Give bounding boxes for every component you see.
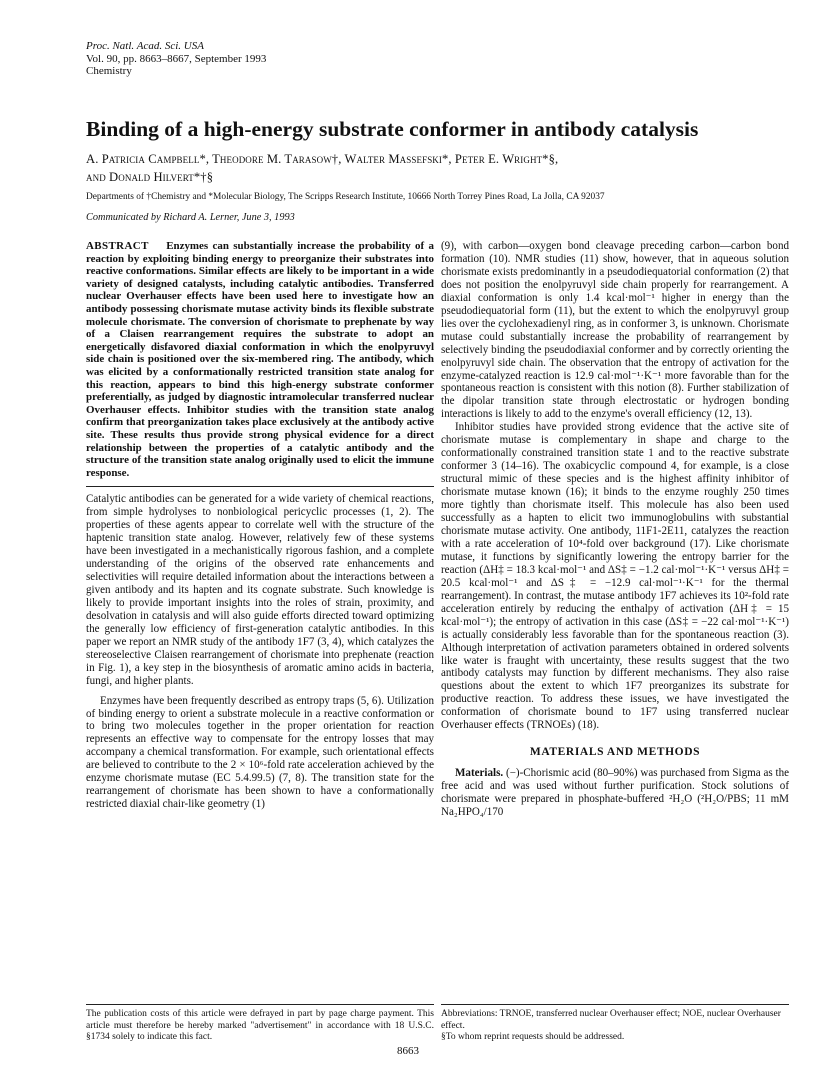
affiliation: Departments of †Chemistry and *Molecular Biology, The Scripps Research Institute, 10666 North Torrey Pines Road, La Jolla, CA 92037 [86, 192, 605, 202]
footnote-divider [86, 1004, 434, 1005]
footnote-divider [441, 1004, 789, 1005]
body-paragraph: Catalytic antibodies can be generated for a wide variety of chemical reactions, from simple hydrolyses to nonbiological pericyclic processes (1, 2). The properties of these agents appear to correlate well with the structure of the haptenic transition state analog. However, relatively few of these systems have been investigated in a mechanistically rigorous fashion, and a complete understanding of the origins of the observed rate enhancements and selectivities will require detailed information about the interactions between a given antibody and its hapten and its cognate substrate. Such knowledge is likely to provide important insights into the roles of strain, proximity, and desolvation in catalysis and will also guide efforts directed toward optimizing the generally low efficiency of first-generation catalytic antibodies. In this paper we report an NMR study of the antibody 1F7 (3, 4), which catalyzes the stereoselective Claisen rearrangement of chorismate into prephenate (reaction in Fig. 1), a key step in the biosynthesis of aromatic amino acids in bacteria, fungi, and higher plants. [86, 493, 434, 687]
right-column [441, 240, 789, 819]
abstract-text: Enzymes can substantially increase the probability of a reaction by exploiting binding energy to preorganize their substrates into reactive conformations. Similar effects are likely to be important in a wide variety of designed catalysts, including catalytic antibodies. Transferred nuclear Overhauser effects have been used here to investigate how an antibody possessing chorismate mutase activity binds its flexible substrate molecule chorismate. The conversion of chorismate to prephenate by way of a Claisen rearrangement requires the substrate to adopt an energetically disfavored diaxial conformation in which the enolpyruvyl side chain is positioned over the six-membered ring. The antibody, which was elicited by a conformationally restricted transition state analog for this reaction, appears to bind this high-energy substrate conformer preferentially, as judged by diagnostic intramolecular transferred nuclear Overhauser effects. Inhibitor studies with the transition state analog confirm that preorganization takes place exclusively at the antibody active site. These results thus provide strong physical evidence for a direct relationship between the properties of a catalytic antibody and the structure of the transition state analog originally used to elicit the immune response. [86, 240, 434, 479]
journal-header [86, 40, 266, 78]
materials-text: (−)-Chorismic acid (80–90%) was purchased from Sigma as the free acid and was used without further purification. Stock solutions of chorismate were prepared in phosphate-buffered ²H₂O (²H₂O/PBS; 11 mM Na₂HPO₄/170 [441, 767, 789, 819]
abstract-label: ABSTRACT [86, 240, 149, 252]
page-number: 8663 [397, 1045, 419, 1057]
author-line-1: A. Patricia Campbell*, Theodore M. Tarasow†, Walter Massefski*, Peter E. Wright*§, [86, 152, 559, 166]
journal-name: Proc. Natl. Acad. Sci. USA [86, 40, 204, 52]
left-column [86, 240, 434, 811]
communicated-by: Communicated by Richard A. Lerner, June 3, 1993 [86, 212, 295, 223]
journal-section: Chemistry [86, 65, 132, 77]
footnote-publication-costs [86, 1004, 434, 1044]
materials-paragraph [441, 767, 789, 819]
footnote-abbreviations [441, 1004, 789, 1044]
body-paragraph: (9), with carbon—oxygen bond cleavage preceding carbon—carbon bond formation (10). NMR studies (11) show, however, that in aqueous solution chorismate exists predominantly in a pseudodiequatorial conformation (2) that does not position the enolpyruvyl side chain properly for rearrangement. A diaxial conformation is only 1.4 kcal·mol⁻¹ higher in energy than the pseudodiequatorial form (11), but the extent to which the enolpyruvyl group lies over the cyclohexadienyl ring, as in conformer 3, is unknown. Chorismate mutase could substantially increase the probability of rearrangement by selectively binding the pseudodiaxial conformer and by correctly orienting the enolpyruvyl side chain. The observation that the entropy of activation for the enzyme-catalyzed reaction is 12.9 cal·mol⁻¹·K⁻¹ more favorable than for the spontaneous reaction is consistent with this notion (8). Further stabilization of the dipolar transition state through electrostatic or hydrogen bonding interactions is likely to add to the enzyme's overall efficiency (12, 13). [441, 240, 789, 421]
author-line-2: and Donald Hilvert*†§ [86, 170, 214, 184]
body-paragraph: Enzymes have been frequently described as entropy traps (5, 6). Utilization of binding energy to orient a substrate molecule in a reactive conformation or to bring two molecules together in the proper orientation for reaction represents an effective way to compensate for the entropy losses that may accompany a chemical transformation. For example, such orientational effects are believed to contribute to the 2 × 10⁶-fold rate acceleration achieved by the enzyme chorismate mutase (EC 5.4.99.5) (7, 8). The transition state for the rearrangement of chorismate has been shown to have a conformationally restricted diaxial chair-like geometry (1) [86, 694, 434, 811]
abbreviations-text: Abbreviations: TRNOE, transferred nuclear Overhauser effect; NOE, nuclear Overhauser effect. [441, 1009, 781, 1031]
paper-title: Binding of a high-energy substrate conformer in antibody catalysis [86, 117, 699, 141]
journal-volume-line: Vol. 90, pp. 8663–8667, September 1993 [86, 52, 267, 65]
abstract-divider [86, 486, 434, 487]
reprint-note: §To whom reprint requests should be addressed. [441, 1032, 625, 1042]
section-heading: MATERIALS AND METHODS [529, 746, 701, 759]
footnote-text: The publication costs of this article were defrayed in part by page charge payment. This article must therefore be hereby marked "advertisement" in accordance with 18 U.S.C. §1734 solely to indicate this fact. [86, 1009, 434, 1042]
author-list [86, 150, 776, 186]
body-paragraph: Inhibitor studies have provided strong evidence that the active site of chorismate mutase is complementary in shape and charge to the conformationally constrained transition state 1 and to the reactive substrate conformer 3 (14–16). The oxabicyclic compound 4, for example, is a close structural mimic of these species and is the highest affinity inhibitor of chorismate mutase known (16); it binds to the enzyme roughly 250 times more tightly than chorismate itself. This molecule has also been used successfully as a hapten to elicit two immunoglobulins with substantial chorismate mutase activity. One antibody, 11F1-2E11, catalyzes the reaction with a rate acceleration of 10⁴-fold over background (17). Like chorismate mutase, it functions by significantly lowering the entropy barrier for the reaction (ΔH‡ = 18.3 kcal·mol⁻¹ and ΔS‡ = −1.2 cal·mol⁻¹·K⁻¹ versus ΔH‡ = 20.5 kcal·mol⁻¹ and ΔS‡ = −12.9 cal·mol⁻¹·K⁻¹ for the thermal rearrangement). In contrast, the mutase antibody 1F7 achieves its 10²-fold rate acceleration entirely by reducing the enthalpy of activation (ΔH‡ = 15 kcal·mol⁻¹); the entropy of activation in this case (ΔS‡ = −22 cal·mol⁻¹·K⁻¹) is actually considerably less favorable than for the spontaneous reaction (3). Although interpretation of activation parameters obtained in ordered solvents like water is fraught with uncertainty, these results suggest that the two antibody catalysts may function by different mechanisms. They also raise questions about the extent to which 1F7 preorganizes its substrate for productive reaction. To address these issues, we have investigated the conformation of chorismate bound to 1F7 using transferred nuclear Overhauser effects (TRNOEs) (18). [441, 421, 789, 732]
abstract [86, 240, 434, 479]
materials-run-head: Materials. [455, 767, 504, 780]
